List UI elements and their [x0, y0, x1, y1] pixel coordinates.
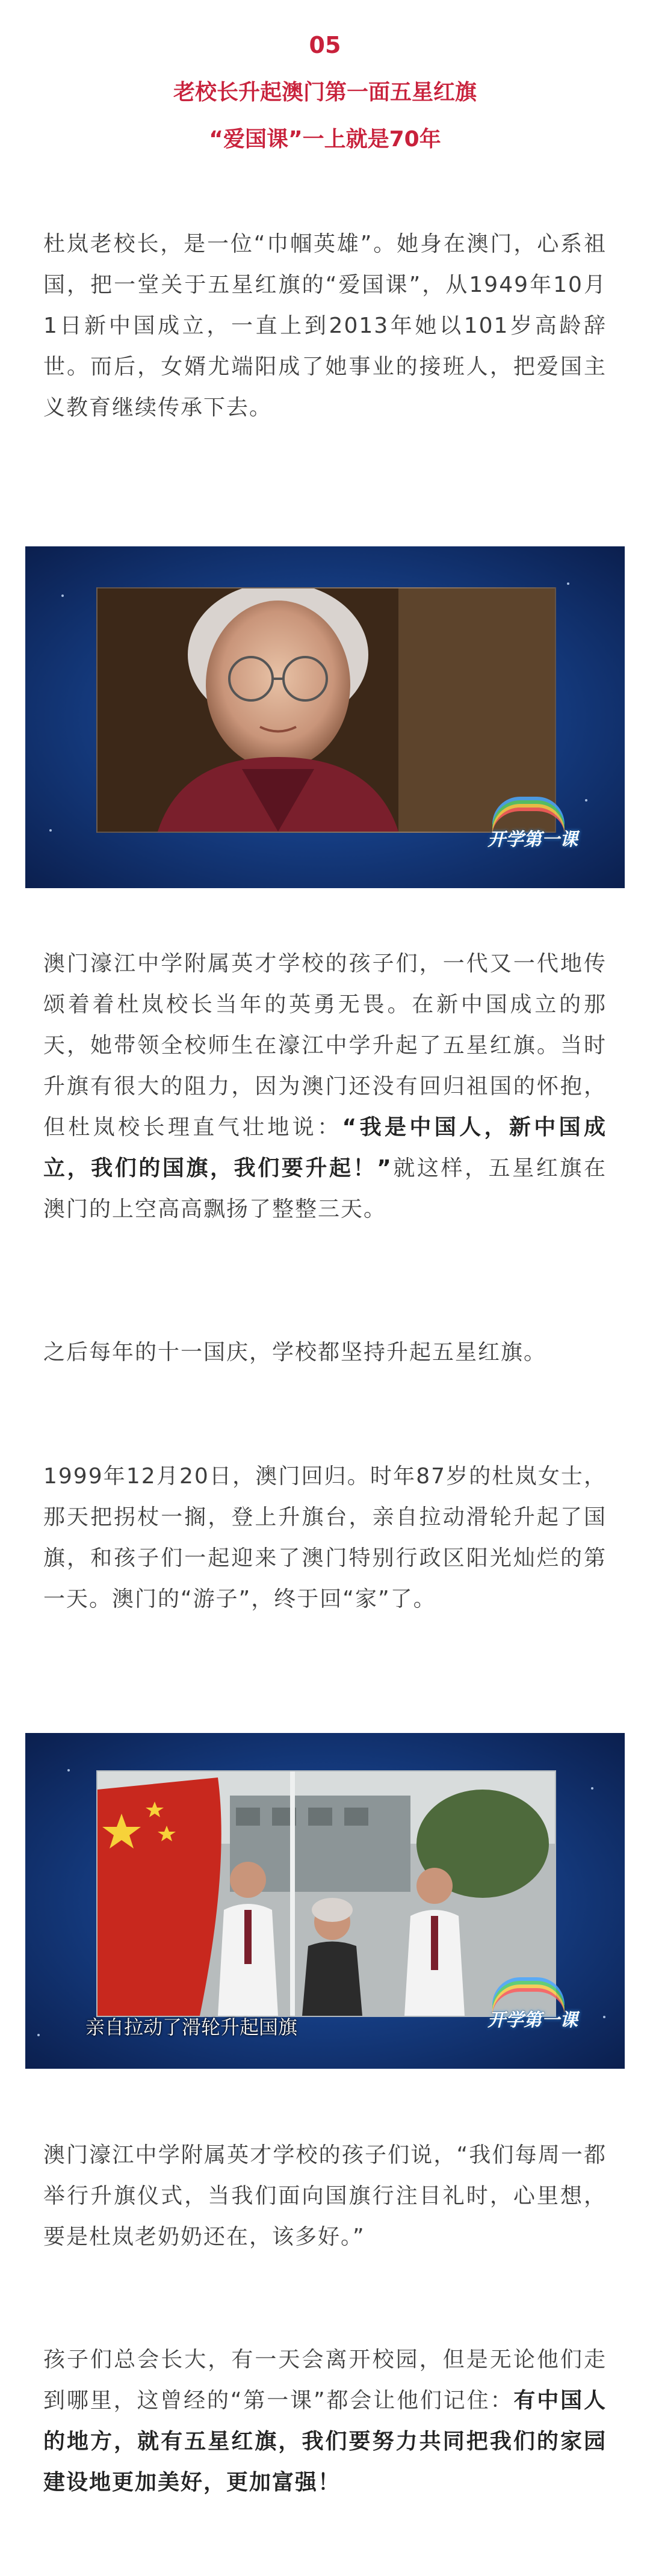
paragraph-bold-conclusion: 有中国人的地方，就有五星红旗，我们要努力共同把我们的家园建设地更加美好，更加富强！ [43, 2388, 607, 2495]
paragraph-text: 澳门濠江中学附属英才学校的孩子们，一代又一代地传颂着着杜岚校长当年的英勇无畏。在新中国成立的那天，她带领全校师生在濠江中学升起了五星红旗。当时升旗有很大的阻力，因为澳门还没有回归祖国的怀抱，但杜岚校长理直气壮地说： [43, 951, 607, 1140]
paragraph-flag-raising-1949 [43, 944, 607, 1230]
paragraph-weekly-ceremony: 澳门濠江中学附属英才学校的孩子们说，“我们每周一都举行升旗仪式，当我们面向国旗行注目礼时，心里想，要是杜岚老奶奶还在，该多好。” [43, 2143, 607, 2249]
portrait-photo [96, 587, 556, 833]
paragraph-conclusion [43, 2340, 607, 2503]
paragraph-intro: 杜岚老校长，是一位“巾帼英雄”。她身在澳门，心系祖国，把一堂关于五星红旗的“爱国课”，从1949年10月1日新中国成立，一直上到2013年她以101岁高龄辞世。而后，女婿尤端阳成了她事业的接班人，把爱国主义教育继续传承下去。 [43, 232, 607, 420]
paragraph-national-day: 之后每年的十一国庆，学校都坚持升起五星红旗。 [43, 1340, 547, 1365]
program-logo [488, 2005, 578, 2031]
video-caption: 亲自拉动了滑轮升起国旗 [85, 2016, 298, 2039]
video-still-flag-ceremony [25, 1733, 625, 2069]
section-title-line2: “爱国课”一上就是70年 [209, 127, 441, 152]
section-number: 05 [309, 32, 341, 58]
logo-text: 开学第一课 [488, 829, 578, 850]
section-title-line1: 老校长升起澳门第一面五星红旗 [173, 80, 477, 105]
flag-raising-scene-image [98, 1771, 555, 2016]
paragraph-text: 就这样，五星红旗在澳门的上空高高飘扬了整整三天。 [43, 1156, 607, 1222]
section-header [0, 24, 650, 160]
paragraph-handover-1999: 1999年12月20日，澳门回归。时年87岁的杜岚女士，那天把拐杖一搁，登上升旗台，亲自拉动滑轮升起了国旗，和孩子们一起迎来了澳门特别行政区阳光灿烂的第一天。澳门的“游子”，终于回“家”了。 [43, 1464, 607, 1611]
flag-ceremony-photo [96, 1770, 556, 2017]
paragraph-bold-quote: “我是中国人，新中国成立，我们的国旗，我们要升起！” [43, 1115, 607, 1181]
logo-text: 开学第一课 [488, 2010, 578, 2031]
video-still-portrait [25, 546, 625, 888]
elderly-woman-portrait-image [98, 588, 555, 832]
paragraph-text: 孩子们总会长大，有一天会离开校园，但是无论他们走到哪里，这曾经的“第一课”都会让他们记住： [43, 2347, 607, 2413]
program-logo [488, 824, 578, 851]
